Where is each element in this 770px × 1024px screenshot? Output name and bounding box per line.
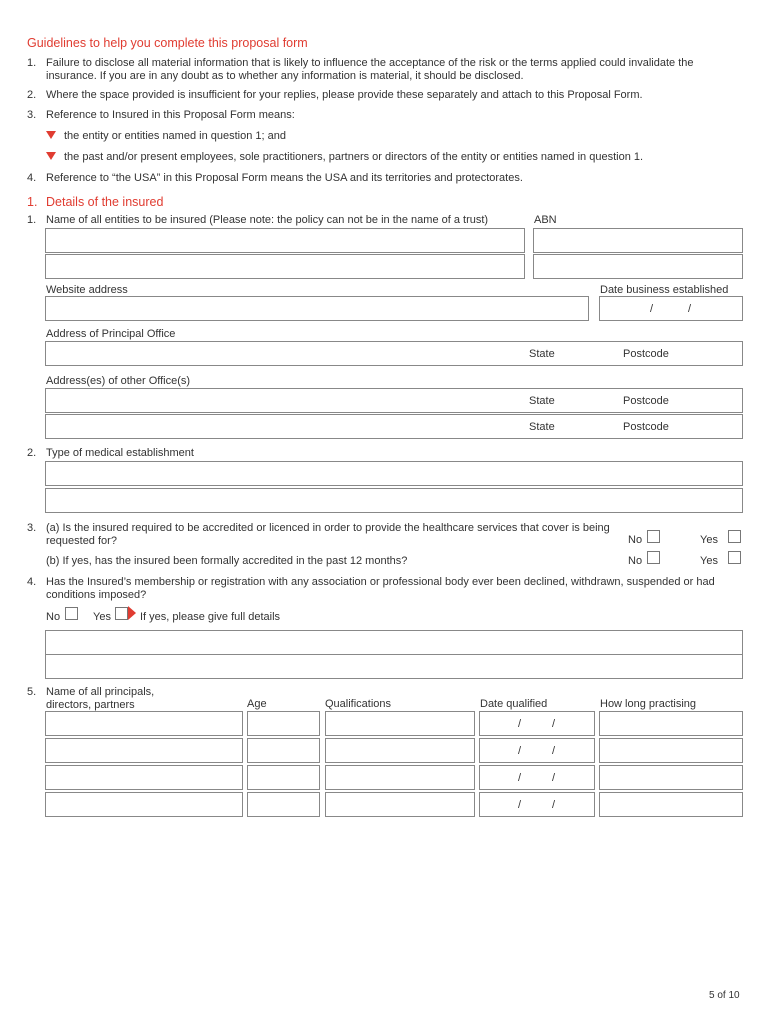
abn-field[interactable] xyxy=(533,254,743,279)
guideline-text: Where the space provided is insufficient for your replies, please provide these separately and attach to this Proposal Form. xyxy=(46,89,643,101)
date-separator: / xyxy=(688,303,692,315)
date-established-field[interactable] xyxy=(599,296,743,321)
qualifications-field[interactable] xyxy=(325,792,475,817)
date-separator: / xyxy=(518,772,522,784)
section-title: Details of the insured xyxy=(46,195,164,209)
postcode-label: Postcode xyxy=(623,395,669,407)
state-label: State xyxy=(529,395,555,407)
establishment-type-label: Type of medical establishment xyxy=(46,447,194,459)
establishment-type-field[interactable] xyxy=(45,488,743,513)
guideline-text: Reference to Insured in this Proposal Form means: xyxy=(46,109,295,121)
date-separator: / xyxy=(518,745,522,757)
entities-label: Name of all entities to be insured (Please note: the policy can not be in the name of a trust) xyxy=(46,214,489,226)
age-field[interactable] xyxy=(247,765,320,790)
date-separator: / xyxy=(650,303,654,315)
page-number: 5 of 10 xyxy=(709,990,740,1001)
principal-office-field[interactable] xyxy=(45,341,743,366)
bullet-triangle-icon xyxy=(46,152,56,160)
principal-name-field[interactable] xyxy=(45,792,243,817)
guideline-number: 2. xyxy=(27,89,37,101)
date-qualified-field[interactable] xyxy=(479,765,595,790)
section-number: 1. xyxy=(27,195,38,209)
website-field[interactable] xyxy=(45,296,589,321)
abn-label: ABN xyxy=(534,214,557,226)
guideline-number: 4. xyxy=(27,172,37,184)
accreditation-yes-checkbox[interactable] xyxy=(728,530,741,543)
date-separator: / xyxy=(518,718,522,730)
entity-name-field[interactable] xyxy=(45,254,525,279)
state-label: State xyxy=(529,348,555,360)
accreditation-question: (a) Is the insured required to be accredited or licenced in order to provide the healthcare services that cover is being requested for? xyxy=(46,522,610,547)
accredited-no-checkbox[interactable] xyxy=(647,551,660,564)
date-separator: / xyxy=(552,745,556,757)
no-label: No xyxy=(46,611,61,623)
guideline-text: Reference to “the USA” in this Proposal Form means the USA and its territories and protectorates. xyxy=(46,172,523,184)
details-prompt: If yes, please give full details xyxy=(140,611,281,623)
principals-label: Name of all principals, directors, partners xyxy=(46,686,155,711)
qualifications-header: Qualifications xyxy=(325,698,392,710)
how-long-field[interactable] xyxy=(599,738,743,763)
state-label: State xyxy=(529,421,555,433)
question-number: 1. xyxy=(27,214,37,226)
principal-name-field[interactable] xyxy=(45,711,243,736)
yes-label: Yes xyxy=(700,534,718,546)
age-field[interactable] xyxy=(247,711,320,736)
how-long-field[interactable] xyxy=(599,711,743,736)
bullet-text: the past and/or present employees, sole practitioners, partners or directors of the entity or entities named in question 1. xyxy=(64,151,644,163)
entity-name-field[interactable] xyxy=(45,228,525,253)
guideline-number: 1. xyxy=(27,57,37,69)
abn-field[interactable] xyxy=(533,228,743,253)
accredited-question: (b) If yes, has the insured been formally accredited in the past 12 months? xyxy=(46,555,408,567)
date-separator: / xyxy=(518,799,522,811)
bullet-triangle-icon xyxy=(46,131,56,139)
postcode-label: Postcode xyxy=(623,421,669,433)
guideline-text: Failure to disclose all material information that is likely to influence the acceptance of the risk or the terms applied could invalidate the insurance. If you are in any doubt as to whether any information is material, it should be disclosed. xyxy=(46,57,694,82)
arrow-right-icon xyxy=(128,606,136,620)
principal-name-field[interactable] xyxy=(45,765,243,790)
principal-name-field[interactable] xyxy=(45,738,243,763)
other-offices-label: Address(es) of other Office(s) xyxy=(46,375,191,387)
membership-details-field[interactable] xyxy=(45,654,743,679)
how-long-field[interactable] xyxy=(599,765,743,790)
yes-label: Yes xyxy=(93,611,111,623)
date-qualified-header: Date qualified xyxy=(480,698,548,710)
age-field[interactable] xyxy=(247,738,320,763)
age-field[interactable] xyxy=(247,792,320,817)
date-separator: / xyxy=(552,718,556,730)
principal-office-label: Address of Principal Office xyxy=(46,328,176,340)
date-separator: / xyxy=(552,799,556,811)
question-number: 3. xyxy=(27,522,37,534)
date-qualified-field[interactable] xyxy=(479,738,595,763)
question-number: 4. xyxy=(27,576,37,588)
membership-question: Has the Insured’s membership or registration with any association or professional body ever been declined, withdrawn, suspended or had conditions imposed? xyxy=(46,576,715,601)
guidelines-title: Guidelines to help you complete this proposal form xyxy=(27,36,308,50)
no-label: No xyxy=(628,534,643,546)
qualifications-field[interactable] xyxy=(325,765,475,790)
accreditation-no-checkbox[interactable] xyxy=(647,530,660,543)
membership-no-checkbox[interactable] xyxy=(65,607,78,620)
bullet-text: the entity or entities named in question 1; and xyxy=(64,130,286,142)
membership-yes-checkbox[interactable] xyxy=(115,607,128,620)
yes-label: Yes xyxy=(700,555,718,567)
accredited-yes-checkbox[interactable] xyxy=(728,551,741,564)
question-number: 2. xyxy=(27,447,37,459)
question-number: 5. xyxy=(27,686,37,698)
age-header: Age xyxy=(247,698,267,710)
establishment-type-field[interactable] xyxy=(45,461,743,486)
other-office-field[interactable] xyxy=(45,414,743,439)
date-qualified-field[interactable] xyxy=(479,792,595,817)
qualifications-field[interactable] xyxy=(325,738,475,763)
membership-details-field[interactable] xyxy=(45,630,743,655)
date-separator: / xyxy=(552,772,556,784)
no-label: No xyxy=(628,555,643,567)
postcode-label: Postcode xyxy=(623,348,669,360)
date-qualified-field[interactable] xyxy=(479,711,595,736)
how-long-field[interactable] xyxy=(599,792,743,817)
website-label: Website address xyxy=(46,284,128,296)
guideline-number: 3. xyxy=(27,109,37,121)
other-office-field[interactable] xyxy=(45,388,743,413)
qualifications-field[interactable] xyxy=(325,711,475,736)
date-established-label: Date business established xyxy=(600,284,729,296)
how-long-header: How long practising xyxy=(600,698,696,710)
